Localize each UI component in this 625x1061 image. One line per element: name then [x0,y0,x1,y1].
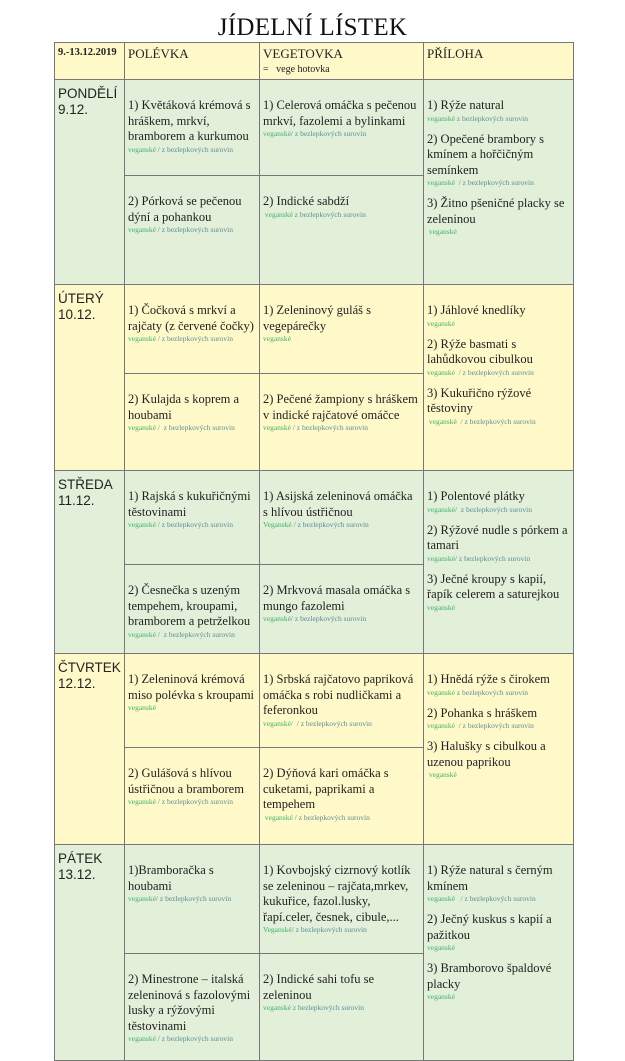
polevka-cell [125,374,260,471]
diet-tags [263,210,420,220]
vegan-label: veganské [263,614,291,623]
header-polevka [125,43,260,80]
vegan-label: veganské [263,129,291,138]
diet-tags [263,719,420,729]
diet-tags [128,703,256,713]
vegetovka-cell [260,845,424,954]
dish-name: 1) Zeleninová krémová miso polévka s kroupami [128,672,255,702]
gluten-free-label: / z bezlepkových surovin [454,894,536,903]
priloha-item [427,961,570,1002]
diet-tags [427,319,570,329]
dish-name: 2) Rýže basmati s lahůdkovou cibulkou [427,336,533,366]
dish-name: 1) Jáhlové knedlíky [427,303,526,317]
priloha-cell [424,845,574,1061]
day-date: 11.12. [58,493,95,508]
priloha-item [427,132,570,189]
day-cell [55,845,125,1061]
dish-name: 1) Rýže natural s černým kmínem [427,863,553,893]
vegan-label: veganské [128,225,156,234]
diet-tags [427,770,570,780]
dish-name: 1) Kovbojský cizrnový kotlík se zeleninou – rajčata,mrkev, kukuřice, fazol.lusky, řapí.celer, česnek, cibule,... [263,863,411,924]
vegan-label: veganské [128,1034,156,1043]
gluten-free-label: / z bezlepkových surovin [155,1034,233,1043]
diet-tags [128,630,256,640]
priloha-item [427,337,570,378]
gluten-free-label: z bezlepkových surovin [454,687,529,697]
gluten-free-label: / z bezlepkových surovin [291,520,369,529]
dish-name: 2) Indické sahi tofu se zeleninou [263,972,375,1002]
gluten-free-label: / z bezlepkových surovin [290,614,367,623]
dish-name: 2) Dýňová kari omáčka s cuketami, paprikami a tempehem [263,766,389,811]
diet-tags [128,1034,256,1044]
gluten-free-label: / z bezlepkových surovin [454,178,534,187]
day-name: PÁTEK [58,851,103,866]
day-row [55,80,574,176]
polevka-cell [125,471,260,565]
vegetovka-cell [260,285,424,374]
dish-name: 3) Ječné kroupy s kapií, řapík celerem a saturejkou [427,571,560,601]
dish-name: 2) Gulášová s hlívou ústřičnou a bramborem [128,766,244,796]
vegetovka-cell [260,748,424,845]
vegetovka-cell [260,374,424,471]
diet-tags [128,145,256,155]
gluten-free-label: / z bezlepkových surovin [155,225,233,234]
gluten-free-label: z bezlepkových surovin [454,113,529,123]
diet-tags [263,1003,420,1013]
vegan-label: veganské [427,227,457,236]
diet-tags [128,797,256,807]
vegan-label: veganské [427,178,455,187]
vegan-label: veganské [427,367,455,377]
diet-tags [427,943,570,953]
gluten-free-label: / z bezlepkových surovin [454,553,531,563]
diet-tags [427,227,570,237]
dish-name: 1) Rajská s kukuřičnými těstovinami [128,489,251,519]
header-polevka-label: POLÉVKA [128,46,189,61]
vegan-label: veganské [427,113,455,123]
day-name: ÚTERÝ [58,291,104,306]
day-row [55,471,574,565]
gluten-free-label: / z bezlepkových surovin [292,812,370,822]
priloha-cell [424,654,574,845]
diet-tags [427,114,570,124]
date-range: 9.-13.12.2019 [55,43,125,80]
dish-name: 2) Rýžové nudle s pórkem a tamari [427,522,568,552]
diet-tags [427,688,570,698]
vegan-label: veganské [427,504,455,514]
diet-tags [427,603,570,613]
dish-name: 1) Polentové plátky [427,489,525,503]
priloha-item [427,672,570,698]
polevka-item [128,98,256,155]
polevka-item [128,392,256,433]
diet-tags [427,894,570,904]
vegan-label: veganské [427,553,455,563]
day-cell [55,654,125,845]
vegan-label: veganské [263,812,293,822]
vegetovka-item [263,972,420,1013]
dish-name: 3) Halušky s cibulkou a uzenou paprikou [427,739,546,769]
vegan-label: Veganské [263,520,292,529]
day-date: 12.12. [58,676,96,691]
vegetovka-cell [260,176,424,285]
vegetovka-item [263,98,420,139]
vegan-label: veganské [128,894,156,903]
vegan-label: veganské [128,703,156,712]
diet-tags [427,178,570,188]
page-title: JÍDELNÍ LÍSTEK [217,14,408,41]
diet-tags [427,721,570,731]
day-name: ČTVRTEK [58,660,121,675]
day-cell [55,285,125,471]
vegan-label: veganské/ [263,718,293,728]
header-vegetovka-label: VEGETOVKA [263,46,343,61]
vegan-label: veganské [427,416,457,426]
vegan-label: veganské [263,1003,291,1012]
gluten-free-label: / z bezlepkových surovin [155,520,233,529]
dish-name: 2) Ječný kuskus s kapií a pažitkou [427,912,552,942]
diet-tags [128,334,256,344]
priloha-item [427,912,570,953]
dish-name: 1) Zeleninový guláš s vegepárečky [263,303,371,333]
vegetovka-item [263,863,420,935]
diet-tags [427,554,570,564]
vegetovka-cell [260,80,424,176]
gluten-free-label: / z bezlepkových surovin [155,144,233,154]
gluten-free-label: / z bezlepkových surovin [290,129,367,138]
gluten-free-label: / z bezlepkových surovin [290,423,368,432]
polevka-cell [125,654,260,748]
diet-tags [263,334,420,344]
gluten-free-label: z bezlepkových surovin [292,209,366,219]
polevka-cell [125,285,260,374]
vegan-label: veganské [427,894,455,903]
vegan-label: veganské [427,721,455,730]
priloha-item [427,572,570,613]
polevka-item [128,194,256,235]
header-priloha-label: PŘÍLOHA [427,46,484,61]
priloha-item [427,489,570,515]
vegan-label: veganské [427,318,455,328]
header-row [55,43,574,80]
diet-tags [263,925,420,935]
polevka-item [128,583,256,640]
polevka-cell [125,845,260,954]
vegetovka-item [263,583,420,624]
gluten-free-label: / z bezlepkových surovin [155,894,232,903]
polevka-cell [125,954,260,1061]
vegetovka-cell [260,954,424,1061]
priloha-item [427,523,570,564]
day-name: PONDĚLÍ [58,86,118,101]
polevka-cell [125,80,260,176]
polevka-cell [125,176,260,285]
day-date: 9.12. [58,102,89,117]
gluten-free-label: z bezlepkových surovin [290,1003,365,1012]
diet-tags [128,423,256,433]
vegan-label: veganské [263,423,291,432]
diet-tags [263,423,420,433]
vegan-label: veganské [128,520,156,529]
vegetovka-item [263,766,420,823]
menu-table [54,42,574,1061]
vegan-label: veganské [128,423,156,432]
day-cell [55,471,125,654]
polevka-item [128,766,256,807]
diet-tags [128,894,256,904]
vegetovka-item [263,194,420,220]
dish-name: 3) Žitno pšeničné placky se zeleninou [427,196,565,226]
vegan-label: veganské [263,209,293,219]
diet-tags [128,520,256,530]
priloha-cell [424,471,574,654]
vegan-label: veganské [128,797,156,806]
vegetovka-item [263,489,420,530]
gluten-free-label: / z bezlepkových surovin [454,367,534,377]
header-priloha [424,43,574,80]
gluten-free-label: / z bezlepkových surovin [454,504,532,514]
dish-name: 1) Čočková s mrkví a rajčaty (z červené čočky) [128,303,254,333]
dish-name: 2) Česnečka s uzeným tempehem, kroupami, bramborem a petrželkou [128,583,251,628]
vegetovka-item [263,672,420,729]
gluten-free-label: / z bezlepkových surovin [155,797,233,806]
diet-tags [427,417,570,427]
day-name: STŘEDA [58,477,113,492]
vegan-label: veganské [427,992,455,1001]
vegan-label: veganské [427,943,455,952]
vegan-label: veganské [427,602,455,612]
dish-name: 2) Pečené žampiony s hráškem v indické rajčatové omáčce [263,392,418,422]
priloha-item [427,739,570,780]
diet-tags [263,520,420,530]
dish-name: 2) Minestrone – italská zeleninová s fazolovými lusky a rýžovými těstovinami [128,972,251,1033]
dish-name: 2) Pohanka s hráškem [427,705,538,720]
header-vegetovka-note: = vege hotovka [263,64,330,75]
diet-tags [128,225,256,235]
dish-name: 2) Opečené brambory s kmínem a hořčičným semínkem [427,131,544,177]
vegan-label: veganské [128,144,156,154]
diet-tags [427,368,570,378]
diet-tags [427,992,570,1002]
diet-tags [427,505,570,515]
dish-name: 1) Celerová omáčka s pečenou mrkví, fazolemi a bylinkami [263,98,417,128]
priloha-cell [424,80,574,285]
day-cell [55,80,125,285]
polevka-cell [125,565,260,654]
dish-name: 1) Asijská zeleninová omáčka s hlívou ústřičnou [263,489,413,519]
vegan-label: veganské [128,629,156,639]
dish-name: 2) Pórková se pečenou dýní a pohankou [128,194,242,224]
dish-name: 2) Indické sabdží [263,194,350,208]
gluten-free-label: / z bezlepkových surovin [293,718,372,728]
gluten-free-label: / z bezlepkových surovin [291,925,367,934]
dish-name: 1) Hnědá rýže s čirokem [427,672,550,686]
vegetovka-item [263,303,420,344]
day-date: 10.12. [58,307,96,322]
gluten-free-label: / z bezlepkových surovin [155,423,235,432]
priloha-item [427,303,570,329]
priloha-item [427,386,570,427]
header-vegetovka [260,43,424,80]
dish-name: 1) Rýže natural [427,98,505,112]
priloha-item [427,196,570,237]
vegetovka-item [263,392,420,433]
gluten-free-label: / z bezlepkových surovin [155,334,233,343]
priloha-item [427,98,570,124]
dish-name: 1) Květáková krémová s hráškem, mrkví, bramborem a kurkumou [128,98,251,143]
vegan-label: Veganské [263,925,292,934]
dish-name: 1) Srbská rajčatovo papriková omáčka s robi nudličkami a feferonkou [263,672,414,717]
dish-name: 2) Mrkvová masala omáčka s mungo fazolemi [263,583,411,613]
diet-tags [263,129,420,139]
vegetovka-cell [260,471,424,565]
vegan-label: veganské [427,770,457,779]
diet-tags [263,813,420,823]
day-date: 13.12. [58,867,96,882]
dish-name: 3) Bramborovo špaldové placky [427,961,552,991]
vegan-label: veganské [128,334,156,343]
vegan-label: veganské [263,334,291,343]
priloha-cell [424,285,574,471]
day-row [55,845,574,954]
gluten-free-label: / z bezlepkových surovin [456,416,536,426]
diet-tags [263,614,420,624]
polevka-item [128,972,256,1044]
dish-name: 3) Kukuřično rýžové těstoviny [427,385,532,415]
vegetovka-cell [260,565,424,654]
vegan-label: veganské [427,687,455,697]
vegetovka-cell [260,654,424,748]
day-row [55,285,574,374]
day-row [55,654,574,748]
polevka-item [128,303,256,344]
polevka-item [128,489,256,530]
dish-name: 1)Bramboračka s houbami [128,863,214,893]
gluten-free-label: / z bezlepkových surovin [454,721,534,730]
gluten-free-label: / z bezlepkových surovin [155,629,235,639]
polevka-item [128,672,256,713]
dish-name: 2) Kulajda s koprem a houbami [128,392,240,422]
priloha-item [427,706,570,732]
polevka-cell [125,748,260,845]
